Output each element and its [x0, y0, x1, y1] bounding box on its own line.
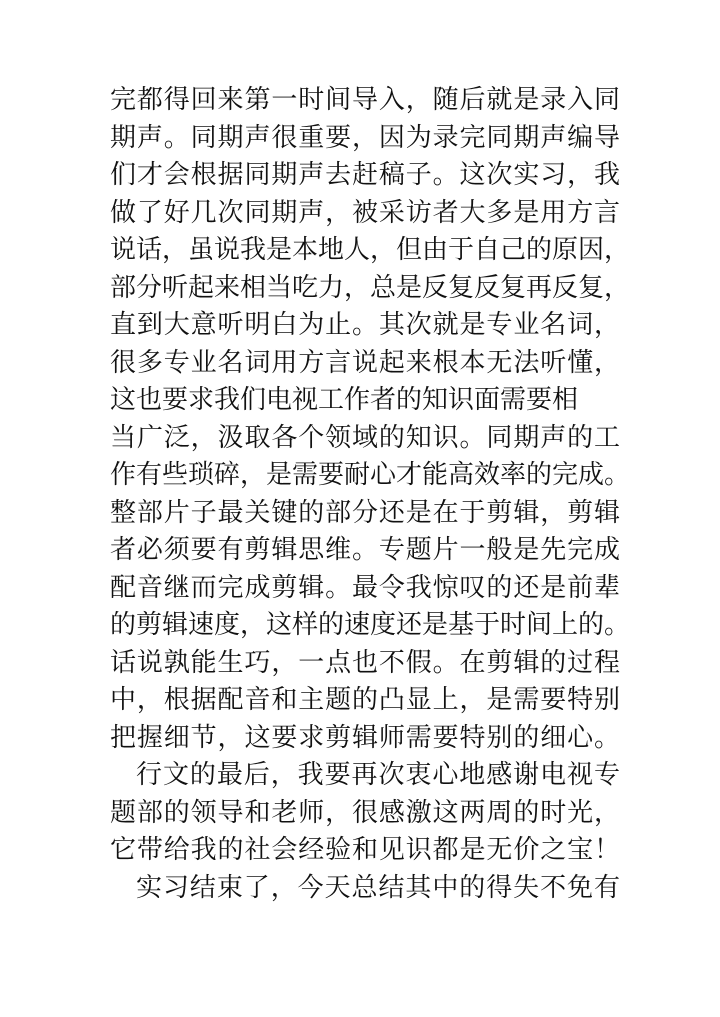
- text-line: 整部片子最关键的部分还是在于剪辑，剪辑: [110, 497, 620, 528]
- text-line: 话说孰能生巧，一点也不假。在剪辑的过程: [110, 647, 620, 678]
- text-line: 完都得回来第一时间导入，随后就是录入同: [110, 85, 620, 115]
- text-line: 这也要求我们电视工作者的知识面需要相: [110, 385, 579, 415]
- text-line: 实习结束了，今天总结其中的得失不免有: [136, 872, 620, 903]
- text-line: 当广泛，汲取各个领域的知识。同期声的工: [110, 422, 620, 453]
- text-line: 部分听起来相当吃力，总是反复反复再反复，: [110, 272, 631, 303]
- text-line: 们才会根据同期声去赶稿子。这次实习，我: [110, 160, 620, 190]
- text-line: 中，根据配音和主题的凸显上，是需要特别: [110, 685, 620, 715]
- text-line: 题部的领导和老师，很感激这两周的时光，: [110, 797, 620, 828]
- text-line: 配音继而完成剪辑。最令我惊叹的还是前辈: [110, 572, 620, 603]
- text-line: 的剪辑速度，这样的速度还是基于时间上的。: [110, 610, 631, 640]
- text-line: 做了好几次同期声，被采访者大多是用方言: [110, 197, 620, 228]
- text-line: 很多专业名词用方言说起来根本无法听懂，: [110, 347, 620, 378]
- text-line: 作有些琐碎，是需要耐心才能高效率的完成。: [110, 460, 631, 490]
- text-line: 直到大意听明白为止。其次就是专业名词，: [110, 310, 620, 340]
- text-line: 期声。同期声很重要，因为录完同期声编导: [110, 122, 620, 153]
- body-text: [110, 82, 631, 907]
- text-line: 它带给我的社会经验和见识都是无价之宝！: [110, 835, 620, 865]
- text-line: 说话，虽说我是本地人，但由于自己的原因，: [110, 235, 631, 265]
- text-line: 者必须要有剪辑思维。专题片一般是先完成: [110, 535, 620, 565]
- text-line: 把握细节，这要求剪辑师需要特别的细心。: [110, 722, 620, 753]
- text-line: 行文的最后，我要再次衷心地感谢电视专: [136, 760, 620, 790]
